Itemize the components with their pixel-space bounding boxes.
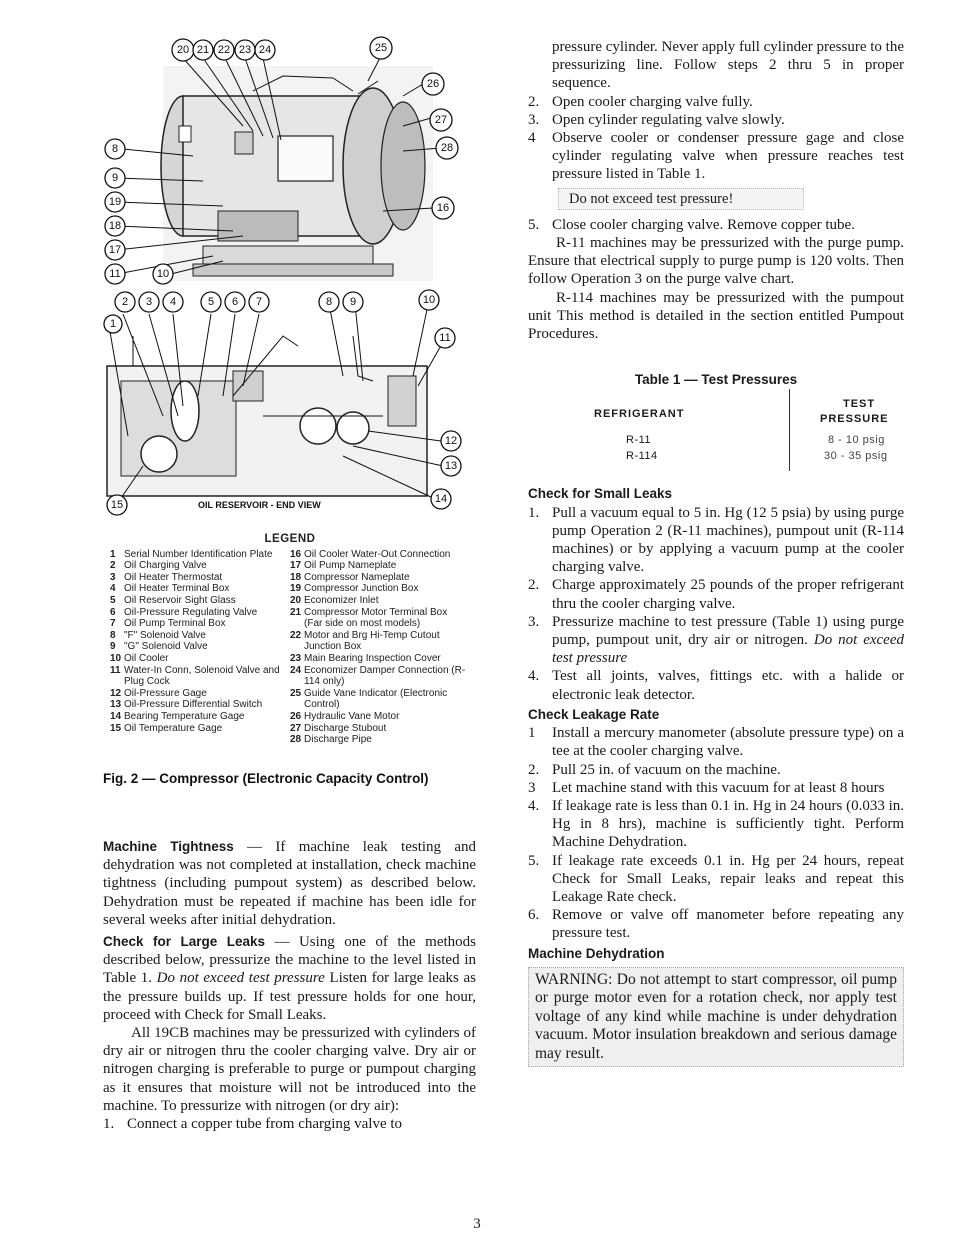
callout-25	[370, 37, 392, 59]
callout-7	[249, 292, 269, 312]
callout-24	[255, 40, 275, 60]
callout-12	[441, 431, 461, 451]
legend-item: 8 "F" Solenoid Valve	[110, 629, 206, 641]
legend-item: 19 Compressor Junction Box	[290, 583, 419, 595]
svg-text:14: 14	[434, 493, 448, 505]
figure-legend	[110, 534, 470, 746]
large-leaks-heading: Check for Large Leaks	[103, 934, 265, 950]
list-item: 6. Remove or valve off manometer before repeating any pressure test.	[528, 907, 904, 942]
list-item: 3. Pressurize machine to test pressure (Table 1) using purge pump, pumpout unit, dry air or nitrogen. Do not exceed test pressure	[528, 613, 904, 667]
list-item: 5. If leakage rate exceeds 0.1 in. Hg per 24 hours, repeat Check for Small Leaks, repair leaks and repeat this Leakage Rate check.	[528, 852, 904, 905]
callout-8-top	[105, 139, 125, 159]
svg-text:21: 21	[196, 44, 210, 56]
legend-item: 6 Oil-Pressure Regulating Valve	[110, 606, 258, 618]
table-body	[588, 389, 888, 471]
legend-item: 4 Oil Heater Terminal Box	[110, 583, 230, 595]
svg-text:9: 9	[349, 296, 357, 308]
list-item: 4. If leakage rate is less than 0.1 in. Hg in 24 hours (0.033 in. Hg in 8 hrs), machine is sufficiently tight. Perform Machine Dehydration.	[528, 797, 905, 851]
leak-rate-steps	[528, 724, 904, 942]
callout-9-top	[105, 168, 125, 188]
callout-21	[193, 40, 213, 60]
legend-item: 25 Guide Vane Indicator (Electronic Control)	[290, 687, 448, 711]
callout-5	[201, 292, 221, 312]
legend-item: 21 Compressor Motor Terminal Box (Far side on most models)	[290, 606, 448, 630]
r11-paragraph: R-11 machines may be pressurized with the purge pump. Ensure that electrical supply to purge pump is 120 volts. Then follow Operation 3 on the purge valve chart.	[528, 235, 904, 288]
list-item: 2. Pull 25 in. of vacuum on the machine.	[528, 761, 781, 778]
pressurize-step5	[528, 216, 904, 234]
legend-item: 1 Serial Number Identification Plate	[110, 548, 273, 560]
table-cell-refrigerant: R-114	[626, 450, 658, 463]
table-header-pressure: PRESSURE	[820, 413, 889, 426]
callout-6	[225, 292, 245, 312]
svg-text:26: 26	[426, 78, 440, 90]
compressor-side-view	[161, 66, 433, 281]
callout-18	[105, 216, 125, 236]
right-column-text	[528, 38, 904, 1067]
list-item: 1 Install a mercury manometer (absolute pressure type) on a tee at the cooler charging valve.	[528, 725, 904, 760]
end-view-label: OIL RESERVOIR - END VIEW	[198, 500, 321, 510]
legend-item: 28 Discharge Pipe	[290, 734, 372, 746]
svg-text:20: 20	[176, 44, 190, 56]
legend-item: 9 "G" Solenoid Valve	[110, 641, 208, 653]
svg-text:2: 2	[121, 296, 129, 308]
svg-text:8: 8	[111, 143, 119, 155]
svg-text:18: 18	[108, 220, 122, 232]
compressor-figure	[103, 36, 458, 516]
svg-text:10: 10	[156, 268, 170, 280]
legend-item: 2 Oil Charging Valve	[110, 560, 207, 572]
small-leaks-steps	[528, 504, 904, 704]
svg-text:11: 11	[439, 332, 451, 344]
legend-title: LEGEND	[264, 533, 316, 545]
callout-13	[441, 456, 461, 476]
legend-column-left	[110, 549, 286, 746]
step1-continuation: pressure cylinder. Never apply full cylinder pressure to the pressurizing line. Follow steps 2 thru 5 in proper sequence.	[552, 39, 904, 92]
svg-text:27: 27	[434, 114, 448, 126]
legend-item: 22 Motor and Brg Hi-Temp Cutout Junction Box	[290, 629, 440, 653]
svg-text:24: 24	[258, 44, 272, 56]
page-number: 3	[473, 1216, 481, 1232]
table-title: Table 1 — Test Pressures	[634, 372, 798, 388]
callout-23	[235, 40, 255, 60]
callout-1	[104, 315, 122, 333]
svg-text:10: 10	[422, 294, 436, 306]
callout-3	[139, 292, 159, 312]
table-cell-refrigerant: R-11	[626, 434, 652, 447]
callout-27	[430, 109, 452, 131]
svg-text:4: 4	[169, 296, 177, 308]
callout-20	[172, 39, 194, 61]
legend-item: 24 Economizer Damper Connection (R-114 only)	[290, 664, 466, 688]
callout-19	[105, 192, 125, 212]
list-item: 4 Observe cooler or condenser pressure gage and close cylinder regulating valve when pressure reaches test pressure listed in Table 1.	[528, 130, 904, 183]
callout-22	[214, 40, 234, 60]
svg-text:9: 9	[111, 172, 119, 184]
svg-text:3: 3	[145, 296, 153, 308]
svg-text:22: 22	[217, 44, 231, 56]
compressor-illustration	[103, 36, 458, 516]
callout-4	[163, 292, 183, 312]
dehydration-warning: WARNING: Do not attempt to start compressor, oil pump or purge motor even for a rotation check, nor apply test voltage of any kind while machine is under dehydration vacuum. Motor insulation breakdown and serious damage may result.	[528, 967, 904, 1068]
test-pressures-table	[528, 371, 904, 471]
list-item: 2. Charge approximately 25 pounds of the proper refrigerant thru the cooler charging valve.	[528, 577, 904, 612]
callout-11-top	[105, 264, 125, 284]
svg-text:13: 13	[444, 460, 458, 472]
legend-item: 11 Water-In Conn, Solenoid Valve and Plug Cock	[110, 664, 280, 688]
pressure-notice: Do not exceed test pressure!	[558, 188, 804, 210]
leak-rate-heading: Check Leakage Rate	[528, 706, 660, 722]
list-item: 3 Let machine stand with this vacuum for at least 8 hours	[528, 779, 885, 796]
svg-text:12: 12	[444, 435, 458, 447]
figure-caption: Fig. 2 — Compressor (Electronic Capacity Control)	[103, 771, 429, 786]
pressurize-steps-continued	[528, 93, 904, 184]
legend-item: 27 Discharge Stubout	[290, 722, 387, 734]
table-header-test: TEST	[843, 398, 876, 411]
callout-15	[107, 495, 127, 515]
table-header-refrigerant: REFRIGERANT	[594, 408, 685, 421]
svg-text:8: 8	[325, 296, 333, 308]
callout-17	[105, 240, 125, 260]
legend-column-right	[290, 549, 466, 746]
legend-item: 3 Oil Heater Thermostat	[110, 571, 223, 583]
table-cell-pressure: 8 - 10 psig	[828, 434, 885, 447]
list-item: 4. Test all joints, valves, fittings etc. with a halide or electronic leak detector.	[528, 668, 904, 703]
pressurize-steps	[103, 1115, 476, 1133]
legend-item: 16 Oil Cooler Water-Out Connection	[290, 548, 451, 560]
svg-text:19: 19	[108, 196, 122, 208]
list-item: 5. Close cooler charging valve. Remove copper tube.	[528, 216, 855, 233]
legend-item: 15 Oil Temperature Gage	[110, 722, 223, 734]
callout-11-bottom	[435, 328, 455, 348]
legend-item: 20 Economizer Inlet	[290, 594, 379, 606]
svg-text:6: 6	[231, 296, 239, 308]
svg-text:15: 15	[110, 499, 124, 511]
legend-item: 5 Oil Reservoir Sight Glass	[110, 594, 236, 606]
legend-item: 23 Main Bearing Inspection Cover	[290, 652, 441, 664]
dehydration-heading: Machine Dehydration	[528, 945, 665, 961]
list-item: 1. Connect a copper tube from charging valve to	[103, 1116, 403, 1133]
svg-text:25: 25	[374, 42, 388, 54]
machine-tightness-paragraph: Machine Tightness — If machine leak testing and dehydration was not completed at installation, check machine tightness (including pumpout system) as described below. Dehydration must be repeated if machine has been idle for several weeks after initial dehydration.	[103, 839, 477, 928]
large-leaks-paragraph: Check for Large Leaks — Using one of the methods described below, pressurize the machine to the level listed in Table 1. Do not exceed test pressure Listen for large leaks as the pressure builds up. If test pressure holds for one hour, proceed with Check for Small Leaks.	[103, 934, 476, 1023]
svg-text:16: 16	[436, 202, 450, 214]
svg-text:23: 23	[238, 44, 252, 56]
machine-tightness-heading: Machine Tightness	[103, 839, 234, 854]
table-cell-pressure: 30 - 35 psig	[824, 450, 888, 463]
callout-8-bottom	[319, 292, 339, 312]
r114-paragraph: R-114 machines may be pressurized with the pumpout unit This method is detailed in the section entitled Pumpout Procedures.	[528, 289, 904, 343]
legend-item: 13 Oil-Pressure Differential Switch	[110, 699, 263, 711]
legend-item: 14 Bearing Temperature Gage	[110, 710, 245, 722]
svg-text:1: 1	[109, 318, 117, 330]
legend-item: 7 Oil Pump Terminal Box	[110, 618, 226, 630]
list-item: 2. Open cooler charging valve fully.	[528, 93, 753, 110]
callout-14	[431, 489, 451, 509]
callout-10-top	[153, 264, 173, 284]
callout-2	[115, 292, 135, 312]
legend-item: 26 Hydraulic Vane Motor	[290, 710, 400, 722]
callout-10-bottom	[419, 290, 439, 310]
callout-28	[436, 137, 458, 159]
list-item: 3. Open cylinder regulating valve slowly.	[528, 111, 785, 128]
legend-item: 10 Oil Cooler	[110, 652, 169, 664]
svg-text:11: 11	[109, 268, 121, 280]
callout-26	[422, 73, 444, 95]
left-column-text	[103, 838, 476, 1133]
legend-item: 12 Oil-Pressure Gage	[110, 687, 207, 699]
svg-text:7: 7	[255, 296, 263, 308]
legend-item: 17 Oil Pump Nameplate	[290, 560, 397, 572]
callout-9-bottom	[343, 292, 363, 312]
list-item: 1. Pull a vacuum equal to 5 in. Hg (12 5 psia) by using purge pump Operation 2 (R-11 machines), pumpout unit (R-114 machines) or by applying a vacuum pump at the cooler charging valve.	[528, 504, 904, 576]
svg-text:5: 5	[207, 296, 215, 308]
small-leaks-heading: Check for Small Leaks	[528, 486, 673, 502]
oil-reservoir-view	[107, 336, 427, 496]
legend-item: 18 Compressor Nameplate	[290, 571, 410, 583]
callout-16	[432, 197, 454, 219]
svg-text:28: 28	[440, 142, 454, 154]
pressurize-paragraph: All 19CB machines may be pressurized with cylinders of dry air or nitrogen thru the cooler charging valve. Dry air or nitrogen charging is preferable to purge or pumpout charging as it ensures that moisture will not be introduced into the machine. To pressurize with nitrogen (or dry air):	[103, 1025, 476, 1114]
svg-text:17: 17	[108, 244, 122, 256]
